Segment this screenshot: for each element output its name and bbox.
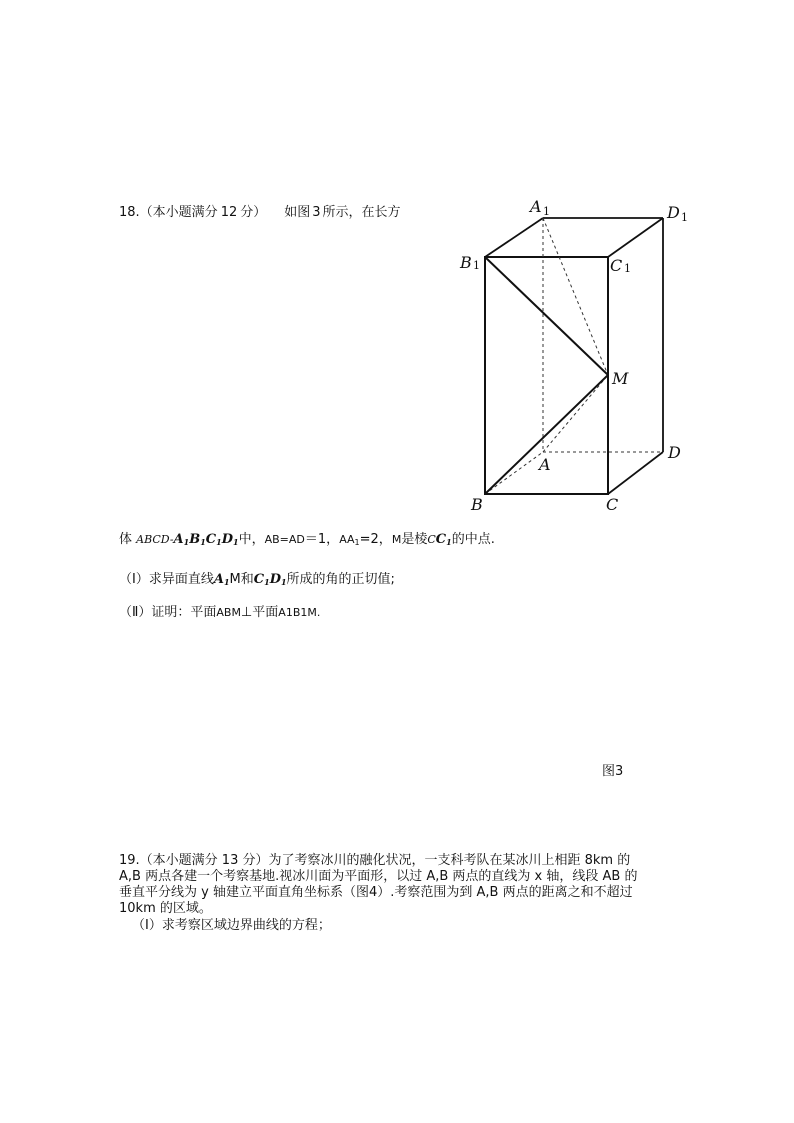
label-c1: C [610,256,623,275]
figure-3-caption: 图3 [602,764,624,779]
segment-b1-m [485,257,608,375]
q19-line4: 10km 的区域。 [119,901,212,916]
q18-d1: $D_1$ [221,532,239,547]
q18-b1: $B_1$ [189,532,206,547]
q18-post1: 是棱 [401,532,428,547]
q19-line2: A,B 两点各建一个考察基地.视冰川面为平面形，以过 A,B 两点的直线为 x 轴，线段 AB 的 [119,869,638,884]
label-c1-sub: 1 [624,262,631,275]
q18-eq2: =2， [359,532,392,547]
q18-body-end: 的中点. [451,532,495,547]
q18-eq1: ＝1， [304,532,340,547]
q18-part2-perp: ⊥平面 [240,605,279,620]
q18-header-f: 所示，在长方 [322,205,401,220]
label-b1: B [460,253,472,272]
q18-part2-pre: （Ⅱ）证明：平面 [119,605,217,620]
q18-body-mid: 中， [238,532,265,547]
q18-aa1: $AA_1$ [339,533,360,547]
q18-edge-c: C [427,533,436,546]
q18-header [119,204,401,221]
segment-b-m [485,375,608,494]
hidden-segment-a-m [543,375,608,452]
cuboid-diagram [440,190,700,520]
q18-part1-d1: $D_1$ [269,572,287,587]
q18-a1: $A_1$ [173,532,190,547]
label-a1: A [530,197,542,216]
q18-part1-c1: $C_1$ [253,572,270,587]
q18-part1 [119,571,395,591]
q19-part1: （Ⅰ）求考察区域边界曲线的方程； [132,918,331,933]
label-d: D [668,443,681,462]
q18-part2-abm: ABM [216,606,241,619]
q18-header-b: 12 [220,205,238,220]
q18-edge-c1: $C_1$ [435,532,452,547]
edge-b1-a1 [485,218,543,257]
label-a: A [539,455,551,474]
q18-part1-end: 所成的角的正切值; [286,572,395,587]
q18-header-e: 3 [312,205,321,220]
q18-part2 [119,604,320,621]
q18-part2-end: A1B1M. [278,606,321,619]
label-d1: D [667,203,680,222]
q18-part1-and: 和 [240,572,254,587]
label-c: C [606,495,619,514]
label-d1-sub: 1 [681,211,688,224]
q19-line1: 19.（本小题满分 13 分）为了考察冰川的融化状况，一支科考队在某冰川上相距 8km 的 [119,853,631,868]
q18-abcd: ABCD- [136,533,174,546]
edge-c1-d1 [608,218,663,257]
q18-part1-pre: （Ⅰ）求异面直线 [119,572,214,587]
label-a1-sub: 1 [543,205,550,218]
q18-body [119,531,495,551]
hidden-segment-a1-m [543,218,608,375]
q18-c1: $C_1$ [205,532,222,547]
q18-header-a: 18.（本小题满分 [119,205,218,220]
edge-c-d [608,452,663,494]
q18-m: M [391,533,402,546]
label-m: M [612,369,629,388]
q18-body-pre: 体 [119,532,133,547]
q18-header-c: 分） [240,205,267,220]
q18-part1-m: M [229,572,241,587]
label-b: B [471,495,483,514]
q18-part1-a1: $A_1$ [213,572,230,587]
figure-3-cuboid [440,190,700,520]
q19-line3: 垂直平分线为 y 轴建立平面直角坐标系（图4）.考察范围为到 A,B 两点的距离之和不超过 [119,885,633,900]
q18-ab-ad: AB=AD [264,533,305,546]
label-b1-sub: 1 [473,259,480,272]
q18-header-d: 如图 [284,205,311,220]
hidden-edge-b-a [485,452,543,494]
